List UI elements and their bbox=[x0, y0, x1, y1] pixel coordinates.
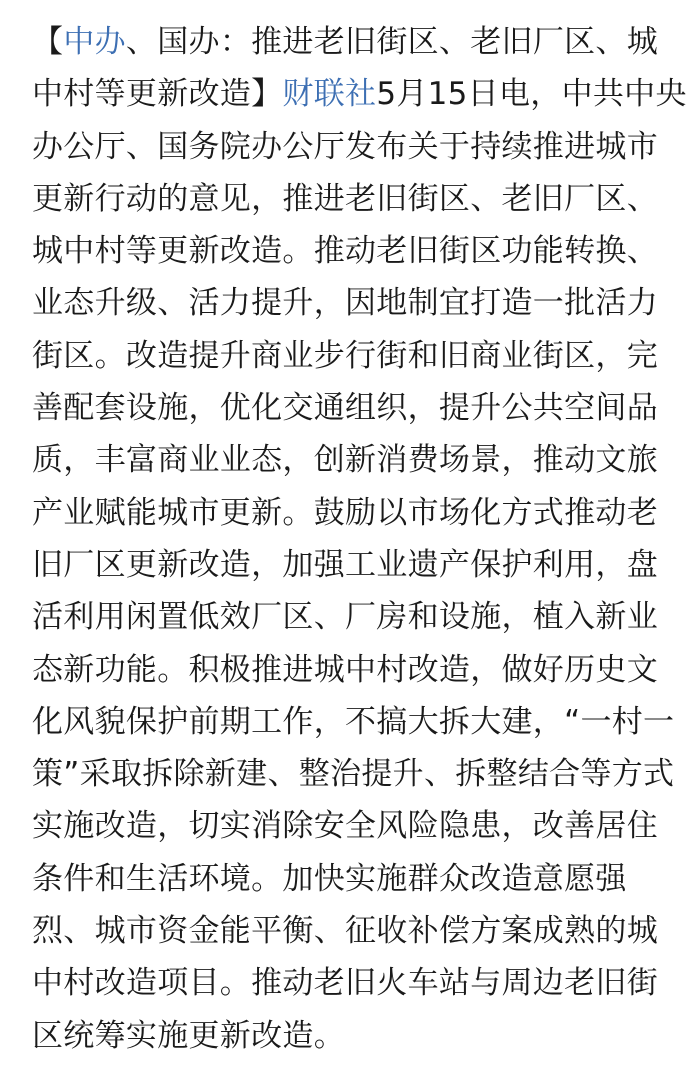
article-line-15: 策”采取拆除新建、整治提升、拆整结合等方式 bbox=[32, 756, 675, 793]
article-line-20: 区统筹实施更新改造。 bbox=[32, 1017, 345, 1054]
article-line-9: 质，丰富商业业态，创新消费场景，推动文旅 bbox=[32, 442, 658, 479]
title-open-bracket: 【 bbox=[32, 24, 64, 60]
article-line-8: 善配套设施，优化交通组织，提升公共空间品 bbox=[32, 390, 658, 427]
article-line-5: 城中村等更新改造。推动老旧街区功能转换、 bbox=[32, 233, 658, 270]
title-text-end: 中村等更新改造】 bbox=[32, 76, 283, 113]
article-line-2 bbox=[32, 68, 687, 120]
article-line-19: 中村改造项目。推动老旧火车站与周边老旧街 bbox=[32, 965, 658, 1002]
article-line-4: 更新行动的意见，推进老旧街区、老旧厂区、 bbox=[32, 180, 658, 217]
article-line-16: 实施改造，切实消除安全风险隐患，改善居住 bbox=[32, 808, 658, 845]
article-line-18: 烈、城市资金能平衡、征收补偿方案成熟的城 bbox=[32, 913, 658, 950]
article-line-13: 态新功能。积极推进城中村改造，做好历史文 bbox=[32, 651, 658, 688]
news-article bbox=[32, 0, 687, 1062]
article-line-1 bbox=[32, 16, 682, 68]
article-line-17: 条件和生活环境。加快实施群众改造意愿强 bbox=[32, 860, 627, 897]
article-line-6: 业态升级、活力提升，因地制宜打造一批活力 bbox=[32, 285, 658, 322]
article-line-7: 街区。改造提升商业步行街和旧商业街区，完 bbox=[32, 337, 658, 374]
article-line-14: 化风貌保护前期工作，不搞大拆大建，“一村一 bbox=[32, 703, 675, 740]
source-link-cailianshe[interactable]: 财联社 bbox=[282, 76, 377, 113]
article-line-10: 产业赋能城市更新。鼓励以市场化方式推动老 bbox=[32, 494, 658, 531]
dateline-text: 5月15日电，中共中央 bbox=[376, 76, 687, 113]
title-text: 、国办：推进老旧街区、老旧厂区、城 bbox=[125, 24, 659, 60]
source-link-zhongban[interactable]: 中办 bbox=[63, 24, 126, 60]
article-line-12: 活利用闲置低效厂区、厂房和设施，植入新业 bbox=[32, 599, 658, 636]
article-line-11: 旧厂区更新改造，加强工业遗产保护利用，盘 bbox=[32, 546, 658, 583]
article-line-3: 办公厅、国务院办公厅发布关于持续推进城市 bbox=[32, 128, 658, 165]
